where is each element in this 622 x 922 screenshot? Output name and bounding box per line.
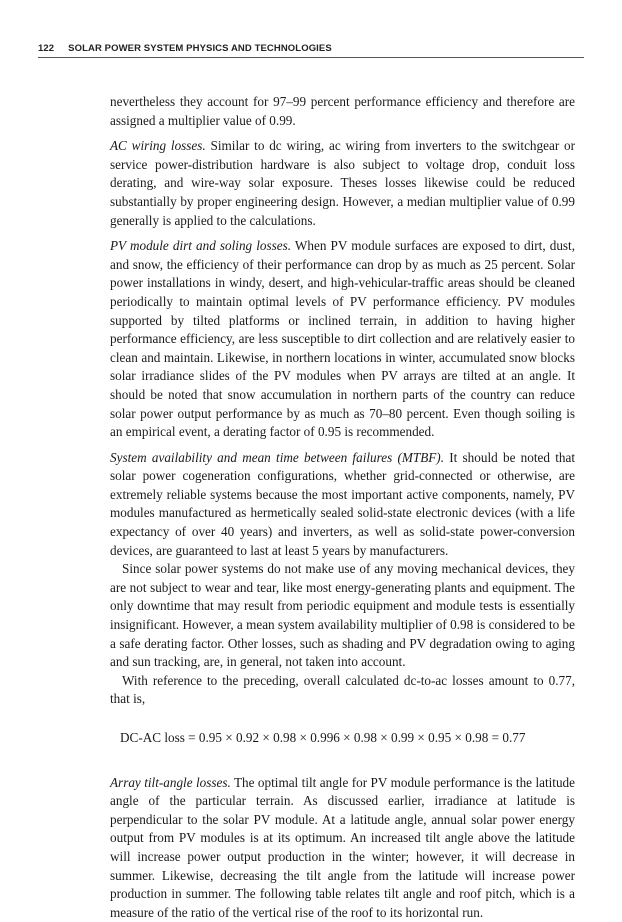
body-text	[110, 93, 575, 922]
dirt-soiling-text: When PV module surfaces are exposed to dirt, dust, and snow, the efficiency of their performance can drop by as much as 25 percent. Solar power installations in windy, desert, and high-vehicular-traffic areas should be cleaned periodically to maintain optimal levels of PV performance efficiency. PV modules supported by tilted platforms or inclined terrain, in addition to having higher performance efficiency, are less susceptible to dirt collection and are relatively easier to clean and maintain. Likewise, in northern locations in winter, accumulated snow blocks solar irradiance slides of the PV modules when PV arrays are tilted at an angle. It should be noted that snow accumulation in northern parts of the country can reduce solar power output performance by as much as 70–80 percent. Even though soiling is an empirical event, a derating factor of 0.95 is recommended.	[110, 238, 576, 440]
ac-wiring-heading: AC wiring losses.	[110, 138, 206, 154]
tilt-angle-text: The optimal tilt angle for PV module performance is the latitude angle of the particular terrain. As discussed earlier, irradiance at latitude is perpendicular to the solar PV module. At a latitude angle, annual solar power energy output from PV modules is at its optimum. An increased tilt angle above the latitude will increase power output production in the winter; however, it will decrease in summer. Likewise, decreasing the tilt angle from the latitude will increase power production in summer. The following table relates tilt angle and roof pitch, which is a measure of the ratio of the vertical rise of the roof to its horizontal run.	[110, 774, 575, 920]
page-number: 122	[38, 43, 55, 54]
dc-ac-loss-equation: DC-AC loss = 0.95 × 0.92 × 0.98 × 0.996 × 0.98 × 0.99 × 0.95 × 0.98 = 0.77	[120, 730, 526, 745]
paragraph-overall-losses: With reference to the preceding, overall calculated dc-to-ac losses amount to 0.77, that is,	[110, 672, 575, 707]
paragraph-ac-wiring	[110, 137, 575, 230]
ac-wiring-text: Similar to dc wiring, ac wiring from inverters to the switchgear or service power-distribution hardware is also subject to voltage drop, conduit loss derating, and wire-way solar exposure. Theses losses likewise could be reduced substantially by proper engineering design. However, a median multiplier value of 0.99 generally is applied to the calculations.	[110, 138, 575, 228]
running-header	[38, 43, 584, 54]
paragraph-moving-parts: Since solar power systems do not make use of any moving mechanical devices, they are not subject to wear and tear, like most energy-generating plants and equipment. The only downtime that may result from periodic equipment and module tests is essentially insignificant. However, a mean system availability multiplier of 0.98 is considered to be a safe derating factor. Other losses, such as shading and PV degradation owing to aging and sun tracking, are, in general, not taken into account.	[110, 561, 575, 670]
running-title: SOLAR POWER SYSTEM PHYSICS AND TECHNOLOGIES	[68, 43, 332, 54]
paragraph-system-availability	[110, 449, 575, 561]
system-availability-text: It should be noted that solar power cogeneration configurations, whether grid-connected or otherwise, are extremely reliable systems because the most important active components, namely, PV modules manufactured as hermetically sealed solid-state electronic devices (with a life expectancy of over 40 years) and inverters, as well as solid-state power-conversion devices, are guaranteed to last at least 5 years by manufacturers.	[110, 449, 575, 558]
dirt-soiling-heading: PV module dirt and soling losses.	[110, 238, 292, 254]
paragraph-dirt-soiling	[110, 237, 575, 442]
header-rule	[38, 57, 584, 58]
paragraph-continuation: nevertheless they account for 97–99 percent performance efficiency and therefore are assigned a multiplier value of 0.99.	[110, 94, 575, 128]
system-availability-heading: System availability and mean time between failures (MTBF).	[110, 449, 444, 465]
tilt-angle-heading: Array tilt-angle losses.	[110, 774, 231, 790]
